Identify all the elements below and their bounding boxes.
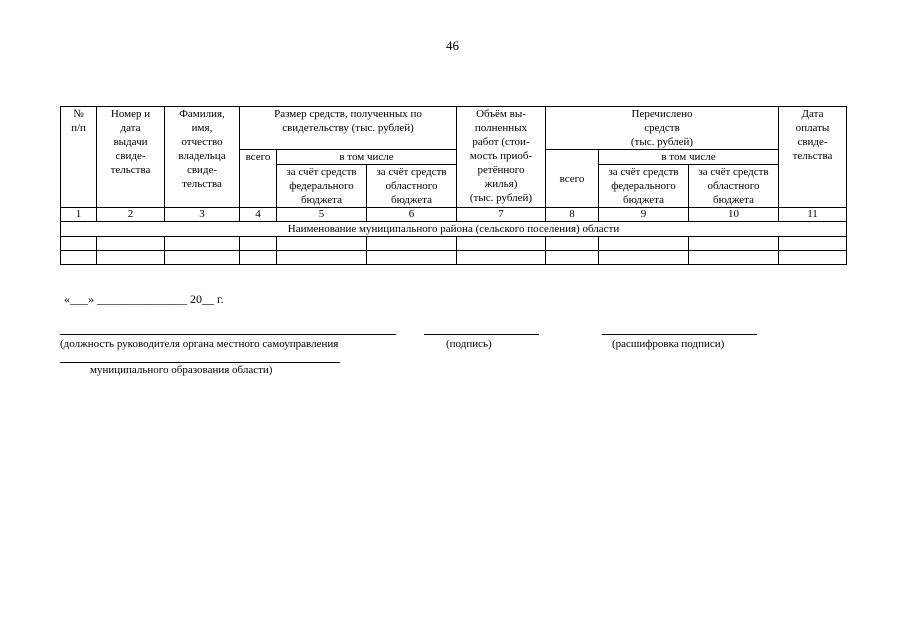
column-number: 3 bbox=[165, 208, 240, 222]
decoding-signature-line bbox=[602, 334, 757, 335]
table-cell[interactable] bbox=[599, 237, 689, 251]
table-cell[interactable] bbox=[240, 237, 277, 251]
header-received-funds: Размер средств, полученных по свидетельству (тыс. рублей) bbox=[240, 107, 457, 150]
table-cell[interactable] bbox=[97, 237, 165, 251]
column-number: 11 bbox=[779, 208, 847, 222]
table-cell[interactable] bbox=[546, 251, 599, 265]
header-owner-name: Фамилия, имя, отчество владельца свиде- тельства bbox=[165, 107, 240, 208]
column-number: 4 bbox=[240, 208, 277, 222]
column-number: 9 bbox=[599, 208, 689, 222]
header-transferred-including: в том числе bbox=[599, 150, 779, 165]
position-caption-continued: муниципального образования области) bbox=[90, 364, 273, 376]
header-received-federal: за счёт средств федерального бюджета bbox=[277, 165, 367, 208]
header-payment-date: Дата оплаты свиде- тельства bbox=[779, 107, 847, 208]
table-row bbox=[61, 251, 847, 265]
column-number: 8 bbox=[546, 208, 599, 222]
table-cell[interactable] bbox=[165, 237, 240, 251]
table-cell[interactable] bbox=[457, 251, 546, 265]
table-cell[interactable] bbox=[546, 237, 599, 251]
header-transferred-funds: Перечислено средств (тыс. рублей) bbox=[546, 107, 779, 150]
header-received-total: всего bbox=[240, 150, 277, 208]
table-cell[interactable] bbox=[367, 237, 457, 251]
position-signature-line-2 bbox=[60, 362, 340, 363]
signature-line bbox=[424, 334, 539, 335]
table-cell[interactable] bbox=[689, 237, 779, 251]
table-cell[interactable] bbox=[277, 251, 367, 265]
table-cell[interactable] bbox=[61, 237, 97, 251]
region-name-row: Наименование муниципального района (сельского поселения) области bbox=[61, 222, 847, 237]
date-line: «___» _______________ 20__ г. bbox=[64, 292, 224, 306]
table-cell[interactable] bbox=[689, 251, 779, 265]
signature-caption: (подпись) bbox=[446, 338, 492, 350]
table-cell[interactable] bbox=[165, 251, 240, 265]
table-cell[interactable] bbox=[599, 251, 689, 265]
header-received-regional: за счёт средств областного бюджета bbox=[367, 165, 457, 208]
header-transferred-total: всего bbox=[546, 150, 599, 208]
position-caption: (должность руководителя органа местного самоуправления bbox=[60, 338, 339, 350]
table-cell[interactable] bbox=[457, 237, 546, 251]
column-number: 10 bbox=[689, 208, 779, 222]
table-cell[interactable] bbox=[97, 251, 165, 265]
header-work-volume: Объём вы- полненных работ (стои- мость приоб- ретённого жилья) (тыс. рублей) bbox=[457, 107, 546, 208]
table-cell[interactable] bbox=[277, 237, 367, 251]
position-signature-line bbox=[60, 334, 396, 335]
page-number: 46 bbox=[446, 38, 459, 53]
table-cell[interactable] bbox=[779, 237, 847, 251]
table-cell[interactable] bbox=[779, 251, 847, 265]
header-row-number: № п/п bbox=[61, 107, 97, 208]
table-cell[interactable] bbox=[61, 251, 97, 265]
decoding-caption: (расшифровка подписи) bbox=[612, 338, 725, 350]
table-cell[interactable] bbox=[240, 251, 277, 265]
table-cell[interactable] bbox=[367, 251, 457, 265]
header-transferred-regional: за счёт средств областного бюджета bbox=[689, 165, 779, 208]
header-transferred-federal: за счёт средств федерального бюджета bbox=[599, 165, 689, 208]
table-row bbox=[61, 237, 847, 251]
column-number: 1 bbox=[61, 208, 97, 222]
column-number: 5 bbox=[277, 208, 367, 222]
header-certificate-number-date: Номер и дата выдачи свиде- тельства bbox=[97, 107, 165, 208]
header-received-including: в том числе bbox=[277, 150, 457, 165]
column-number: 2 bbox=[97, 208, 165, 222]
column-number: 7 bbox=[457, 208, 546, 222]
column-number: 6 bbox=[367, 208, 457, 222]
report-table bbox=[60, 106, 847, 265]
